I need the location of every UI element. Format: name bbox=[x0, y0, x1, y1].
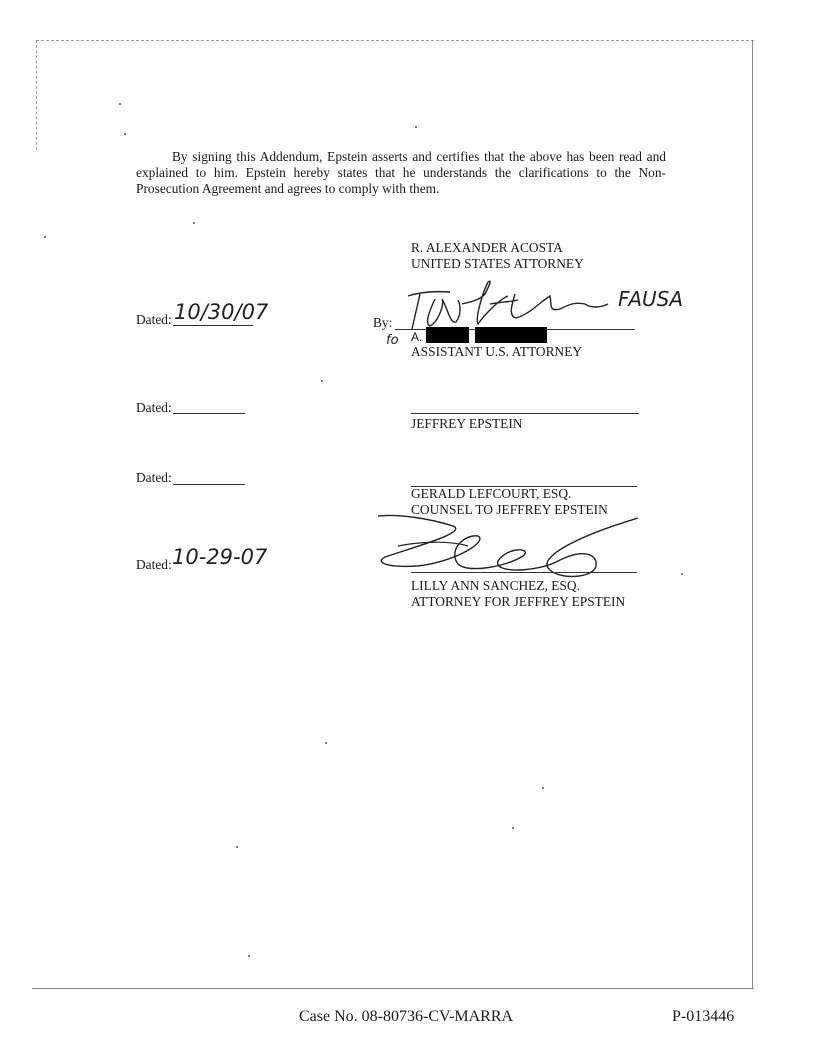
date-line-2 bbox=[173, 413, 245, 414]
page-border-right bbox=[752, 40, 753, 988]
scan-speck bbox=[124, 133, 126, 135]
lefcourt-name: GERALD LEFCOURT, ESQ. bbox=[411, 486, 572, 501]
scan-speck bbox=[236, 846, 238, 848]
addendum-paragraph: By signing this Addendum, Epstein asserts and certifies that the above has been read and explained to him. Epstein hereby states that he understands the clarifications to the Non-Prosecution Agreement and agrees to comply with them. bbox=[136, 149, 666, 196]
us-attorney-title: UNITED STATES ATTORNEY bbox=[411, 256, 584, 271]
page-border-bottom bbox=[32, 988, 754, 989]
sanchez-name: LILLY ANN SANCHEZ, ESQ. bbox=[411, 578, 580, 593]
us-attorney-name: R. ALEXANDER ACOSTA bbox=[411, 240, 563, 255]
page-border-left bbox=[36, 40, 37, 150]
for-mark: fo bbox=[386, 333, 399, 348]
scan-speck bbox=[415, 126, 417, 128]
fausa-handwriting: FAUSA bbox=[618, 287, 684, 311]
epstein-signature-line bbox=[411, 413, 639, 414]
lefcourt-title: COUNSEL TO JEFFREY EPSTEIN bbox=[411, 502, 608, 517]
dated-label-1: Dated: bbox=[136, 312, 172, 327]
scan-speck bbox=[193, 222, 195, 224]
scan-speck bbox=[681, 573, 683, 575]
epstein-name: JEFFREY EPSTEIN bbox=[411, 416, 523, 431]
page-border-top bbox=[36, 40, 754, 41]
scan-speck bbox=[512, 827, 514, 829]
handwritten-date-1: 10/30/07 bbox=[174, 300, 269, 324]
handwritten-date-4: 10-29-07 bbox=[172, 545, 268, 569]
ausa-initial: A. bbox=[411, 330, 423, 344]
date-line-3 bbox=[173, 484, 245, 485]
by-label: By: bbox=[373, 315, 393, 330]
bates-number: P-013446 bbox=[672, 1008, 735, 1025]
scan-speck bbox=[325, 742, 327, 744]
dated-label-2: Dated: bbox=[136, 400, 172, 415]
scan-speck bbox=[542, 787, 544, 789]
sanchez-signature-image bbox=[358, 506, 648, 586]
scan-speck bbox=[321, 380, 323, 382]
dated-label-3: Dated: bbox=[136, 470, 172, 485]
redaction-bar-1 bbox=[426, 327, 469, 343]
sanchez-signature-line bbox=[411, 572, 637, 573]
ausa-title: ASSISTANT U.S. ATTORNEY bbox=[411, 344, 583, 359]
scan-speck bbox=[119, 103, 121, 105]
scan-speck bbox=[44, 236, 46, 238]
redaction-bar-2 bbox=[475, 327, 547, 343]
sanchez-title: ATTORNEY FOR JEFFREY EPSTEIN bbox=[411, 594, 626, 609]
case-number: Case No. 08-80736-CV-MARRA bbox=[299, 1008, 514, 1025]
date-line-1 bbox=[173, 325, 253, 326]
dated-label-4: Dated: bbox=[136, 557, 172, 572]
scan-speck bbox=[248, 955, 250, 957]
